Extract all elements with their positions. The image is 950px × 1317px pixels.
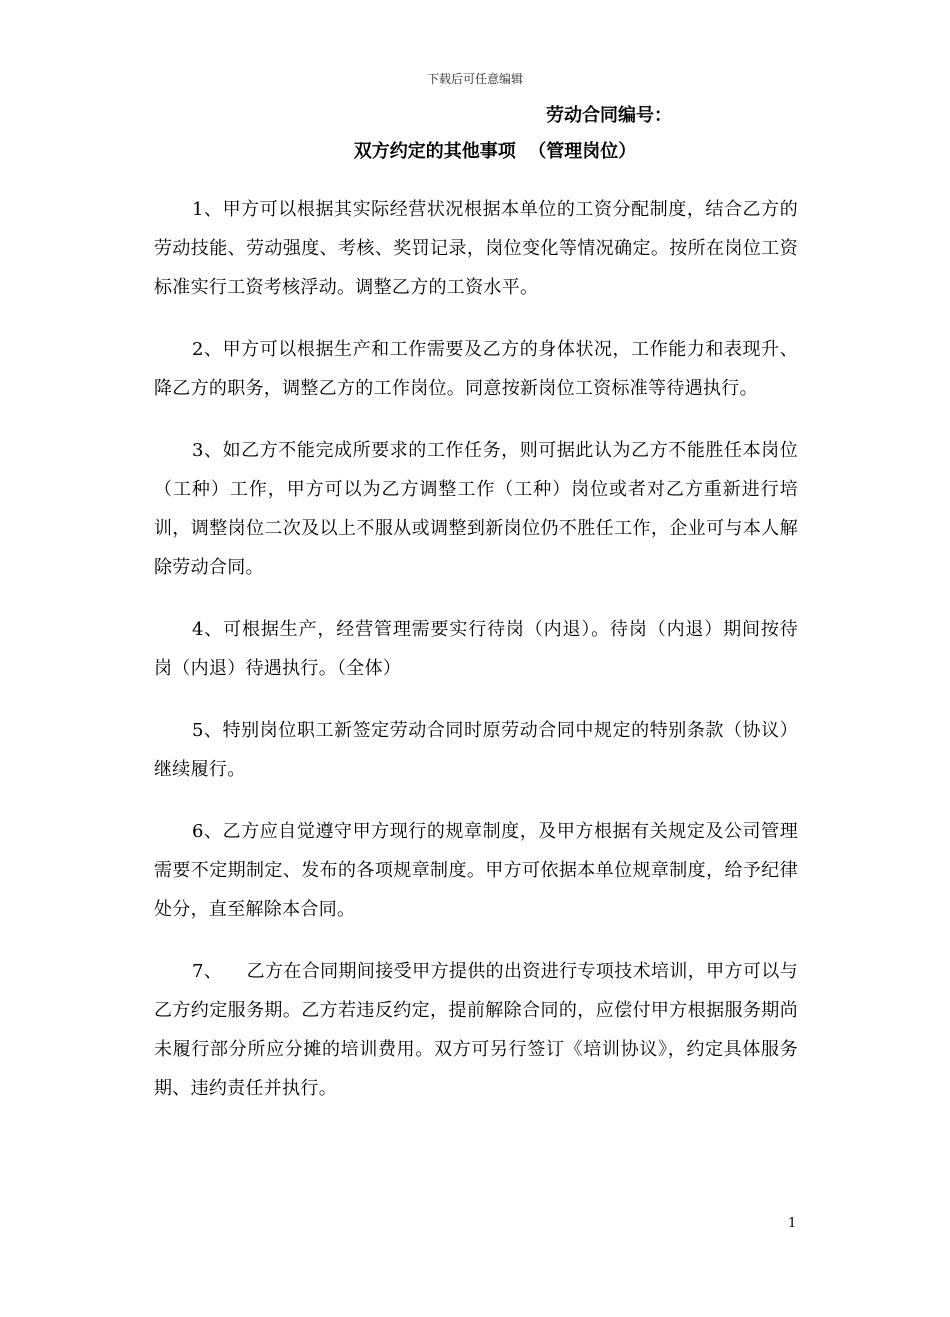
clause-7: 7、 乙方在合同期间接受甲方提供的出资进行专项技术培训，甲方可以与乙方约定服务期。乙方若违反约定，提前解除合同的，应偿付甲方根据服务期尚未履行部分所应分摊的培训费用。双方可另行签订《培训协议》，约定具体服务期、违约责任并执行。 — [154, 961, 798, 1099]
header-note: 下载后可任意编辑 — [426, 72, 523, 86]
clause-2: 2、甲方可以根据生产和工作需要及乙方的身体状况，工作能力和表现升、降乙方的职务，调整乙方的工作岗位。同意按新岗位工资标准等待遇执行。 — [154, 339, 798, 399]
document-title: 双方约定的其他事项 （管理岗位） — [353, 141, 637, 162]
clause-4: 4、可根据生产，经营管理需要实行待岗（内退）。待岗（内退）期间按待岗（内退）待遇执行。（全体） — [154, 619, 798, 679]
clause-6: 6、乙方应自觉遵守甲方现行的规章制度，及甲方根据有关规定及公司管理需要不定期制定、发布的各项规章制度。甲方可依据本单位规章制度，给予纪律处分，直至解除本合同。 — [154, 821, 798, 920]
clause-1: 1、甲方可以根据其实际经营状况根据本单位的工资分配制度，结合乙方的劳动技能、劳动强度、考核、奖罚记录，岗位变化等情况确定。按所在岗位工资标准实行工资考核浮动。调整乙方的工资水平。 — [154, 199, 798, 298]
contract-number-label: 劳动合同编号： — [546, 105, 672, 126]
clause-3: 3、如乙方不能完成所要求的工作任务，则可据此认为乙方不能胜任本岗位（工种）工作，甲方可以为乙方调整工作（工种）岗位或者对乙方重新进行培训，调整岗位二次及以上不服从或调整到新岗位仍不胜任工作，企业可与本人解除劳动合同。 — [154, 440, 798, 578]
page-number: 1 — [788, 1216, 797, 1231]
clause-list — [154, 190, 798, 1131]
clause-5: 5、特别岗位职工新签定劳动合同时原劳动合同中规定的特别条款（协议）继续履行。 — [154, 720, 798, 780]
